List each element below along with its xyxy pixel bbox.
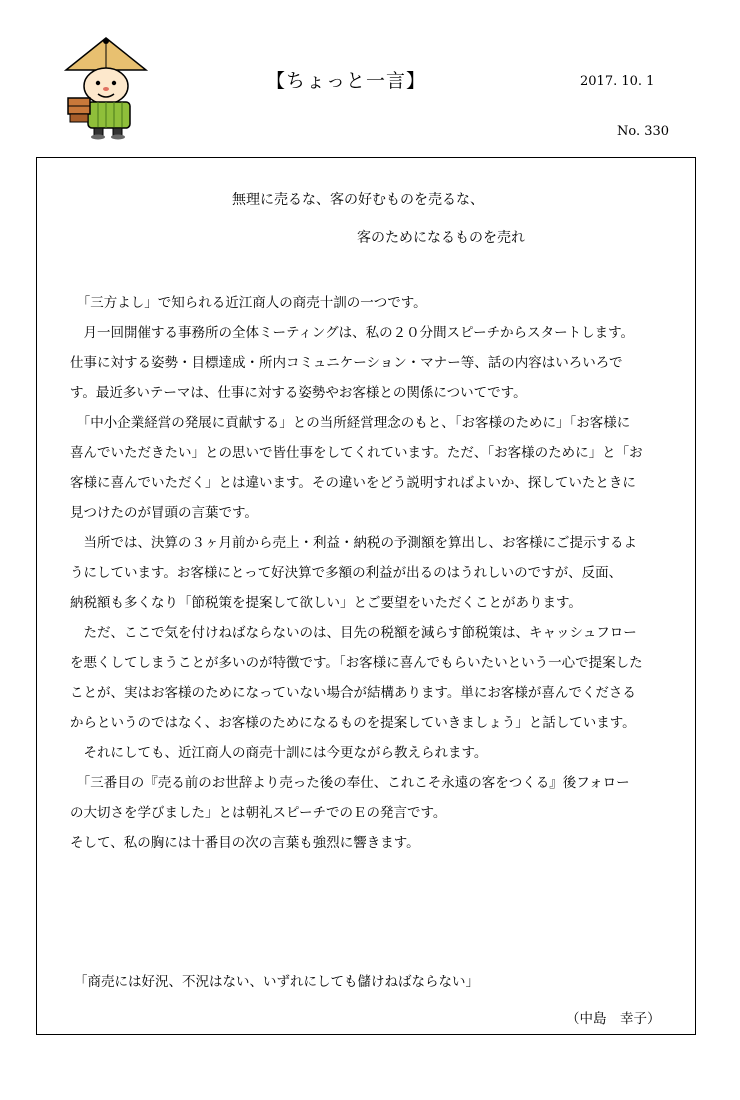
body-line: 仕事に対する姿勢・目標達成・所内コミュニケーション・マナー等、話の内容はいろいろで bbox=[70, 355, 623, 371]
body-line: 喜んでいただきたい」との思いで皆仕事をしてくれています。ただ、「お客様のために」と「お bbox=[70, 445, 643, 461]
body-line: ただ、ここで気を付けねばならないのは、目先の税額を減らす節税策は、キャッシュフロー bbox=[70, 625, 637, 641]
body-line: 「三番目の『売る前のお世辞より売った後の奉仕、これこそ永遠の客をつくる』後フォロー bbox=[70, 775, 630, 791]
body-line: す。最近多いテーマは、仕事に対する姿勢やお客様との関係についてです。 bbox=[70, 385, 527, 401]
body-line: 納税額も多くなり「節税策を提案して欲しい」とご要望をいただくことがあります。 bbox=[70, 595, 582, 611]
body-line: それにしても、近江商人の商売十訓には今更ながら教えられます。 bbox=[70, 745, 488, 761]
body-line: 当所では、決算の３ヶ月前から売上・利益・納税の予測額を算出し、お客様にご提示するよ bbox=[70, 535, 637, 551]
merchant-mascot-icon bbox=[58, 36, 154, 140]
issue-number: No. 330 bbox=[617, 124, 670, 139]
page-title: 【ちょっと一言】 bbox=[266, 70, 427, 92]
body-line: の大切さを学びました」とは朝礼スピーチでのＥの発言です。 bbox=[70, 805, 447, 821]
motto-line-2: 客のためになるものを売れ bbox=[357, 230, 525, 246]
closing-quote: 「商売には好況、不況はない、いずれにしても儲けねばならない」 bbox=[74, 974, 479, 990]
body-line: そして、私の胸には十番目の次の言葉も強烈に響きます。 bbox=[70, 835, 420, 851]
body-line: ことが、実はお客様のためになっていない場合が結構あります。単にお客様が喜んでくださる bbox=[70, 685, 636, 701]
body-line: 見つけたのが冒頭の言葉です。 bbox=[70, 505, 258, 521]
motto-line-1: 無理に売るな、客の好むものを売るな、 bbox=[232, 192, 484, 208]
body-line: を悪くしてしまうことが多いのが特徴です。「お客様に喜んでもらいたいという一心で提案した bbox=[70, 655, 643, 671]
issue-date: 2017. 10. 1 bbox=[580, 74, 655, 89]
body-line: 客様に喜んでいただく」とは違います。その違いをどう説明すればよいか、探していたときに bbox=[70, 475, 636, 491]
body-line: 「中小企業経営の発展に貢献する」との当所経営理念のもと、「お客様のために」「お客様に bbox=[70, 415, 631, 431]
body-line: 月一回開催する事務所の全体ミーティングは、私の２０分間スピーチからスタートします。 bbox=[70, 325, 635, 341]
author-name: （中島 幸子） bbox=[566, 1011, 661, 1027]
body-text bbox=[70, 288, 680, 858]
body-line: からというのではなく、お客様のためになるものを提案していきましょう」と話しています。 bbox=[70, 715, 636, 731]
body-line: うにしています。お客様にとって好決算で多額の利益が出るのはうれしいのですが、反面、 bbox=[70, 565, 623, 581]
body-line: 「三方よし」で知られる近江商人の商売十訓の一つです。 bbox=[70, 295, 427, 311]
